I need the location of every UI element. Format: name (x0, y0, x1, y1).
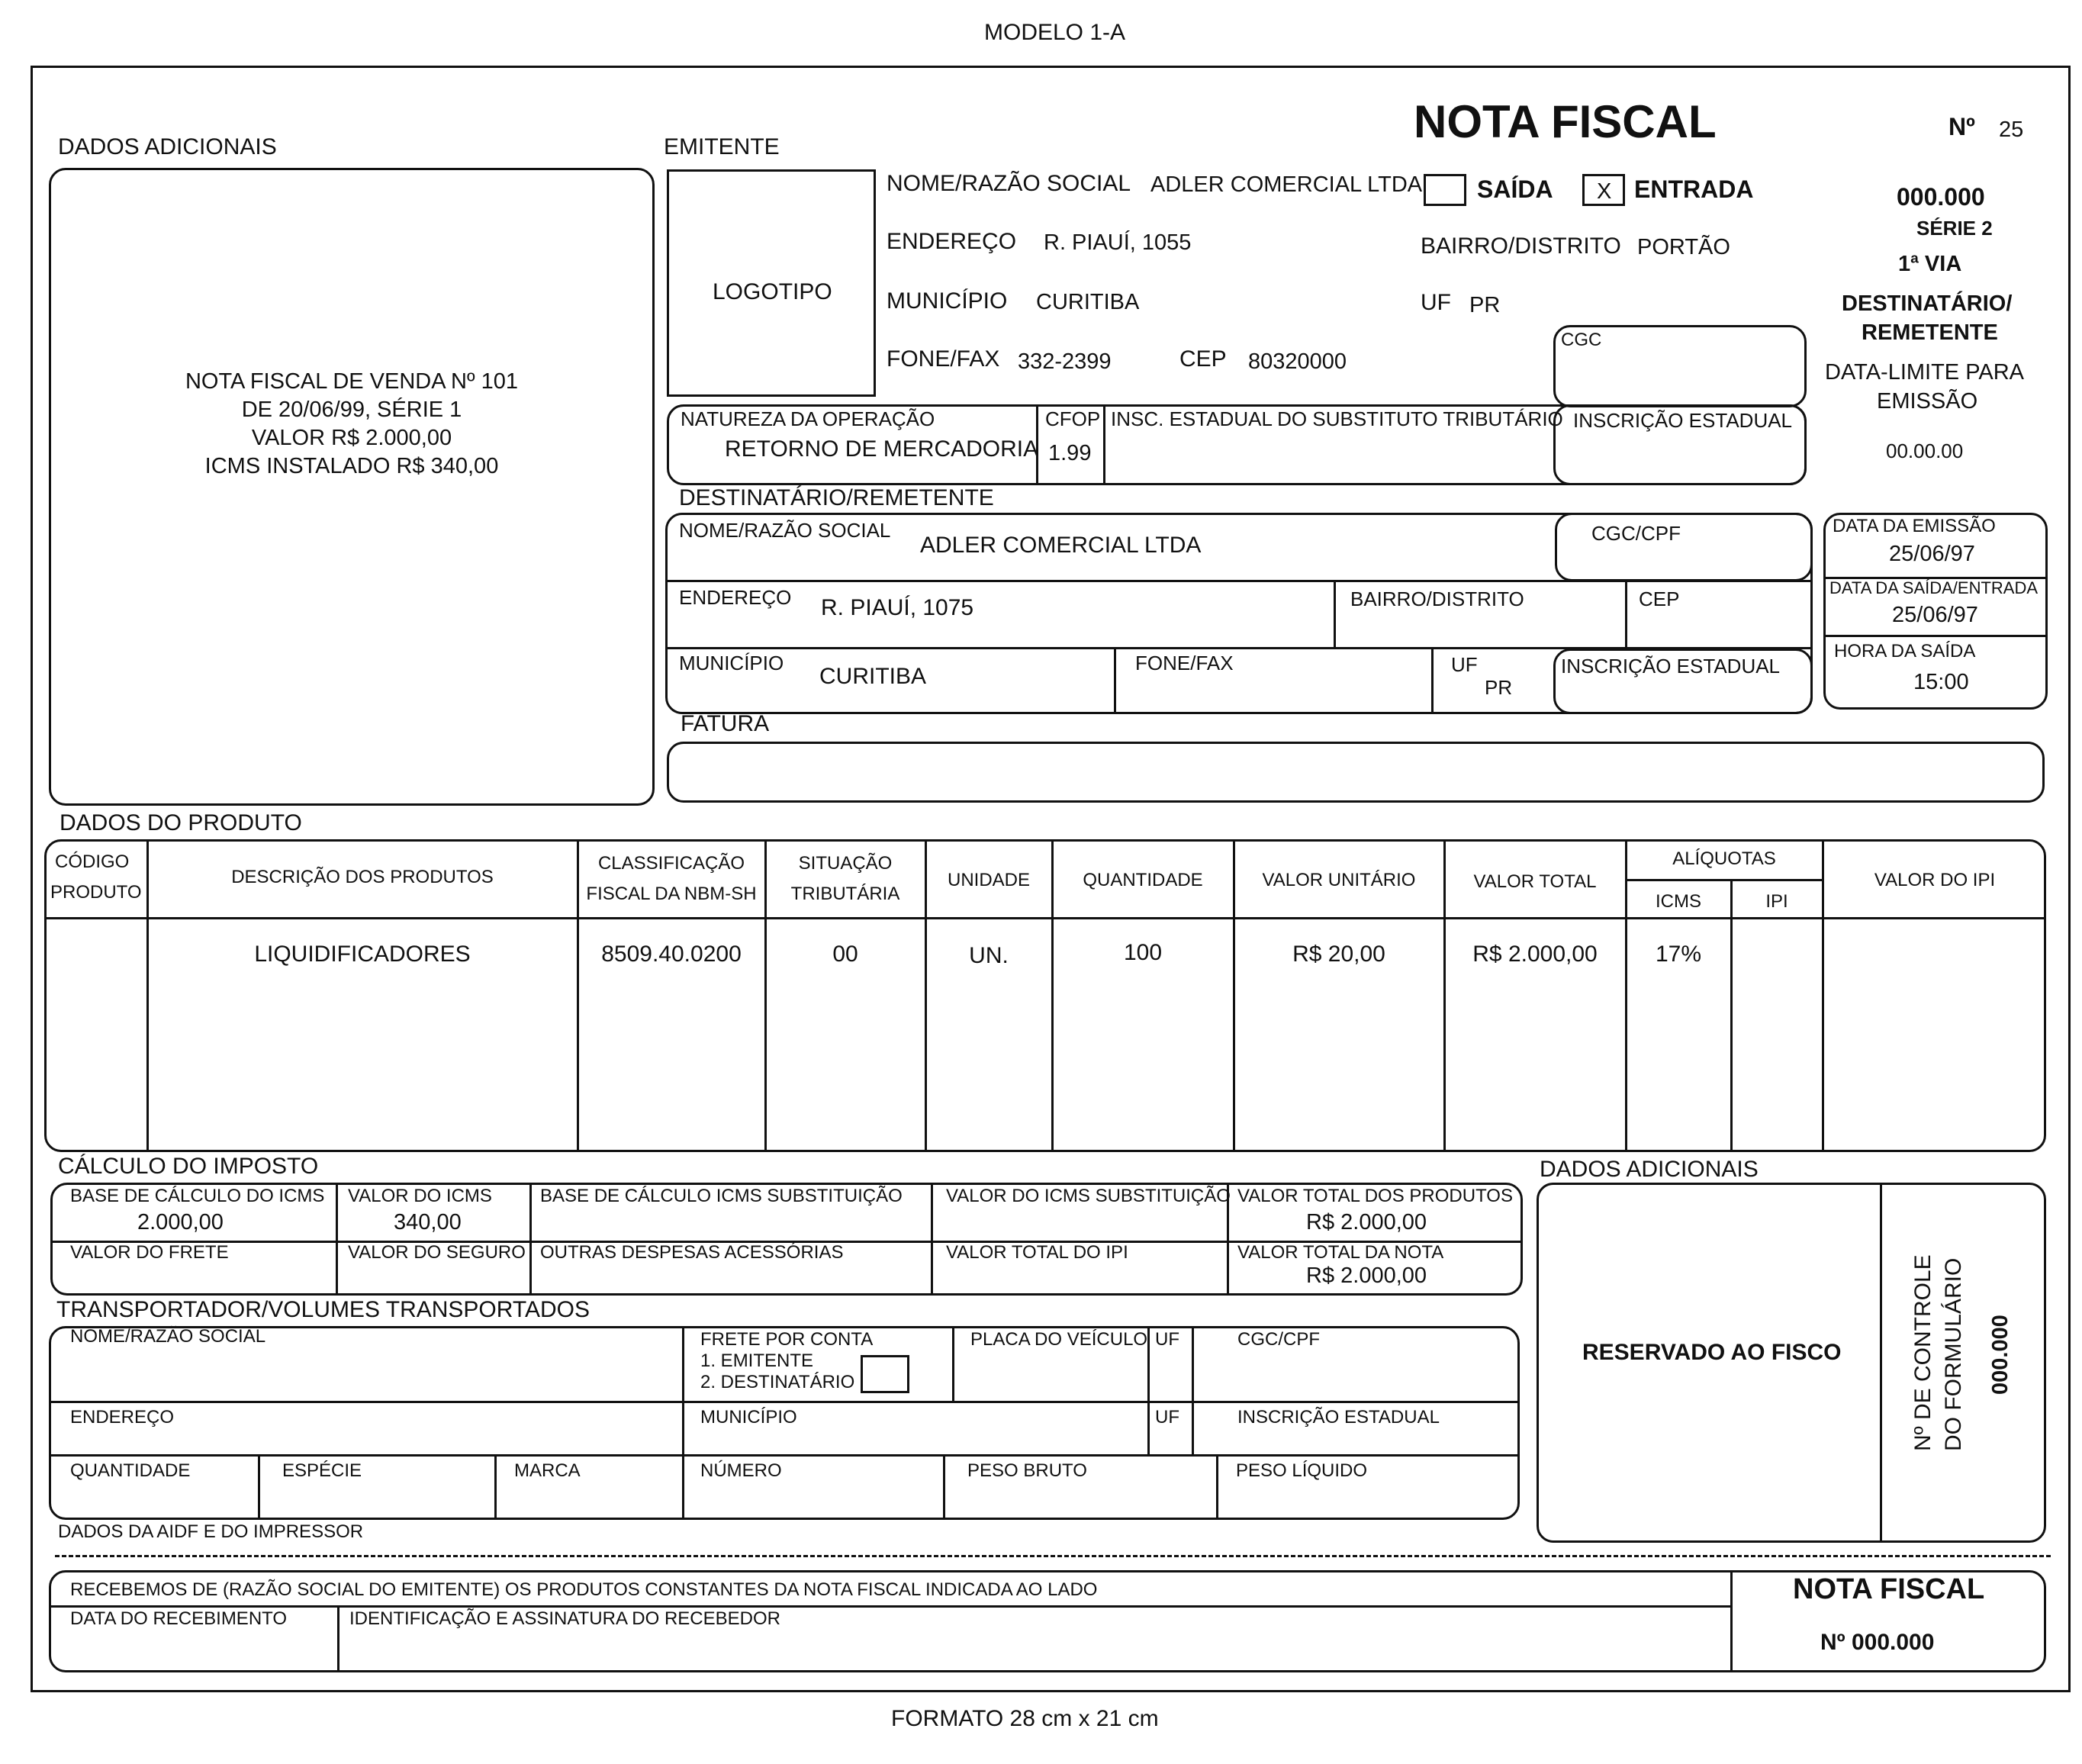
cut-line (55, 1555, 2051, 1557)
transp-uf2-label: UF (1155, 1407, 1179, 1428)
divider (1625, 879, 1822, 881)
identificacao-label: IDENTIFICAÇÃO E ASSINATURA DO RECEBEDOR (349, 1608, 780, 1629)
dest-bairro-label: BAIRRO/DISTRITO (1350, 587, 1524, 610)
via-label: 1ª VIA (1898, 252, 1962, 276)
emitente-uf-label: UF (1421, 290, 1451, 315)
insc-estadual-label: INSCRIÇÃO ESTADUAL (1573, 409, 1793, 432)
divider (1880, 1183, 1882, 1543)
divider (952, 1326, 954, 1401)
dest-uf-label: UF (1451, 653, 1478, 676)
divider (49, 1454, 1520, 1457)
cfop-label: CFOP (1045, 407, 1101, 430)
numero-form: 000.000 (1897, 183, 1985, 211)
dest-insc-label: INSCRIÇÃO ESTADUAL (1561, 655, 1781, 678)
formato-label: FORMATO 28 cm x 21 cm (891, 1706, 1159, 1731)
divider (336, 1183, 338, 1296)
row-quantidade: 100 (1123, 940, 1163, 965)
data-emissao-value: 25/06/97 (1889, 542, 1975, 566)
modelo-label: MODELO 1-A (984, 20, 1126, 45)
dest-cep-label: CEP (1639, 587, 1680, 610)
divider (1147, 1326, 1150, 1454)
seguro-label: VALOR DO SEGURO (348, 1242, 526, 1263)
transp-numero-label: NÚMERO (700, 1460, 782, 1481)
nota-text-line: ICMS INSTALADO R$ 340,00 (204, 454, 499, 478)
emitente-endereco-value: R. PIAUÍ, 1055 (1044, 230, 1192, 255)
dados-adicionais-box (49, 168, 655, 806)
divider (1625, 839, 1627, 1152)
placa-label: PLACA DO VEÍCULO (970, 1329, 1148, 1350)
emitente-fone-value: 332-2399 (1018, 349, 1112, 374)
data-emissao-label: DATA DA EMISSÃO (1833, 516, 1996, 536)
col-valor-unitario: VALOR UNITÁRIO (1262, 870, 1416, 890)
data-saida-value: 25/06/97 (1892, 603, 1978, 627)
dest-endereco-value: R. PIAUÍ, 1075 (821, 595, 974, 620)
divider (1216, 1454, 1218, 1520)
dados-adicionais-label: DADOS ADICIONAIS (58, 134, 277, 159)
saida-checkbox[interactable] (1424, 174, 1466, 206)
logotipo-label: LOGOTIPO (713, 279, 832, 304)
row-unidade: UN. (969, 943, 1009, 968)
quantidade-label: QUANTIDADE (70, 1460, 191, 1481)
divider (529, 1183, 532, 1296)
emitente-fone-label: FONE/FAX (887, 346, 1000, 372)
peso-bruto-label: PESO BRUTO (967, 1460, 1087, 1481)
emitente-bairro-label: BAIRRO/DISTRITO (1421, 233, 1621, 259)
divider (1334, 580, 1336, 647)
dest-uf-value: PR (1485, 676, 1513, 699)
total-nota-value: R$ 2.000,00 (1306, 1263, 1427, 1288)
nota-fiscal-title: NOTA FISCAL (1414, 96, 1717, 147)
row-situacao: 00 (832, 942, 858, 967)
transportador-section-label: TRANSPORTADOR/VOLUMES TRANSPORTADOS (56, 1297, 590, 1322)
col-descricao: DESCRIÇÃO DOS PRODUTOS (231, 867, 494, 887)
divider (44, 917, 2046, 919)
dest-rem-1: DESTINATÁRIO/ (1842, 291, 2013, 316)
produto-section-label: DADOS DO PRODUTO (60, 810, 302, 835)
fatura-label: FATURA (681, 711, 770, 736)
canhoto-nf-numero: Nº 000.000 (1820, 1630, 1935, 1655)
canhoto-nf-title: NOTA FISCAL (1793, 1573, 1985, 1605)
outras-despesas-label: OUTRAS DESPESAS ACESSÓRIAS (540, 1242, 844, 1263)
transp-uf-label: UF (1155, 1329, 1179, 1350)
transp-endereco-label: ENDEREÇO (70, 1407, 175, 1428)
especie-label: ESPÉCIE (282, 1460, 362, 1481)
frete-opcao-2: 2. DESTINATÁRIO (700, 1372, 855, 1392)
entrada-label: ENTRADA (1634, 175, 1754, 203)
col-unidade: UNIDADE (947, 870, 1030, 890)
base-subst-label: BASE DE CÁLCULO ICMS SUBSTITUIÇÃO (540, 1186, 903, 1206)
divider (49, 1605, 1732, 1608)
divider (49, 1401, 1520, 1403)
row-icms: 17% (1655, 942, 1702, 967)
hora-saida-value: 15:00 (1913, 670, 1969, 694)
divider (1730, 1570, 1733, 1672)
row-valor-unitario: R$ 20,00 (1292, 942, 1385, 967)
total-produtos-value: R$ 2.000,00 (1306, 1210, 1427, 1234)
numero-value: 25 (1999, 117, 2024, 142)
marca-label: MARCA (514, 1460, 581, 1481)
numero-label: Nº (1948, 113, 1975, 140)
peso-liquido-label: PESO LÍQUIDO (1236, 1460, 1368, 1481)
col-situacao-2: TRIBUTÁRIA (790, 884, 900, 904)
nota-text-line: NOTA FISCAL DE VENDA Nº 101 (185, 369, 519, 394)
controle-label-2: DO FORMULÁRIO (1941, 1257, 1966, 1451)
data-limite-1: DATA-LIMITE PARA (1825, 360, 2025, 385)
natureza-value: RETORNO DE MERCADORIA (725, 436, 1039, 462)
col-icms: ICMS (1656, 891, 1701, 912)
valor-icms-value: 340,00 (394, 1210, 462, 1234)
hora-saida-label: HORA DA SAÍDA (1834, 641, 1976, 662)
entrada-checkbox[interactable] (1582, 174, 1625, 206)
col-situacao-1: SITUAÇÃO (798, 853, 893, 874)
divider (1114, 647, 1116, 714)
col-aliquotas: ALÍQUOTAS (1672, 848, 1776, 869)
fatura-box (667, 742, 2045, 803)
dest-municipio-label: MUNICÍPIO (679, 652, 784, 674)
data-saida-label: DATA DA SAÍDA/ENTRADA (1829, 578, 2039, 597)
divider (337, 1605, 339, 1672)
emitente-uf-value: PR (1469, 293, 1501, 317)
col-codigo-2: PRODUTO (50, 882, 142, 903)
emitente-label: EMITENTE (664, 134, 780, 159)
frete-opcao-1: 1. EMITENTE (700, 1350, 814, 1371)
dest-rem-2: REMETENTE (1862, 320, 1998, 345)
cfop-value: 1.99 (1048, 441, 1092, 465)
row-descricao: LIQUIDIFICADORES (254, 942, 471, 967)
emitente-bairro-value: PORTÃO (1637, 235, 1730, 259)
imposto-section-label: CÁLCULO DO IMPOSTO (58, 1154, 319, 1179)
dest-cgc-label: CGC/CPF (1591, 522, 1681, 545)
emitente-municipio-value: CURITIBA (1036, 290, 1140, 314)
dest-municipio-value: CURITIBA (819, 664, 927, 689)
controle-value: 000.000 (1988, 1315, 2013, 1395)
emitente-nome-value: ADLER COMERCIAL LTDA (1150, 172, 1423, 197)
data-limite-value: 00.00.00 (1886, 439, 1964, 462)
transp-insc-label: INSCRIÇÃO ESTADUAL (1237, 1407, 1440, 1428)
emitente-cgc-label: CGC (1561, 330, 1602, 350)
transp-municipio-label: MUNICÍPIO (700, 1407, 797, 1428)
transp-nome-label: NOME/RAZÃO SOCIAL (70, 1326, 266, 1347)
frete-checkbox[interactable] (861, 1355, 909, 1393)
total-ipi-label: VALOR TOTAL DO IPI (946, 1242, 1128, 1263)
divider (931, 1183, 933, 1296)
col-quantidade: QUANTIDADE (1083, 870, 1203, 890)
col-ipi: IPI (1765, 891, 1788, 912)
controle-label-1: Nº DE CONTROLE (1910, 1254, 1936, 1451)
emitente-nome-label: NOME/RAZÃO SOCIAL (887, 171, 1131, 196)
nota-text-line: DE 20/06/99, SÉRIE 1 (241, 398, 462, 422)
transp-cgc-label: CGC/CPF (1237, 1329, 1320, 1350)
entrada-mark: X (1597, 179, 1612, 204)
dest-nome-label: NOME/RAZÃO SOCIAL (679, 519, 891, 542)
nota-text-block (49, 368, 655, 481)
nota-text-line: VALOR R$ 2.000,00 (251, 426, 452, 450)
divider (1625, 580, 1627, 647)
divider (943, 1454, 945, 1520)
dest-nome-value: ADLER COMERCIAL LTDA (920, 533, 1202, 558)
emitente-endereco-label: ENDEREÇO (887, 229, 1017, 254)
destinatario-label: DESTINATÁRIO/REMETENTE (679, 485, 994, 510)
aidf-label: DADOS DA AIDF E DO IMPRESSOR (58, 1521, 364, 1542)
divider (1192, 1326, 1194, 1454)
emitente-municipio-label: MUNICÍPIO (887, 288, 1008, 314)
emitente-cep-label: CEP (1179, 346, 1227, 372)
col-valor-ipi: VALOR DO IPI (1874, 870, 1996, 890)
divider (1730, 879, 1733, 1152)
insc-subst-label: INSC. ESTADUAL DO SUBSTITUTO TRIBUTÁRIO (1111, 407, 1563, 430)
divider (1431, 647, 1434, 714)
data-recebimento-label: DATA DO RECEBIMENTO (70, 1608, 288, 1629)
row-classif: 8509.40.0200 (601, 942, 742, 967)
total-produtos-label: VALOR TOTAL DOS PRODUTOS (1237, 1186, 1513, 1206)
frete-conta-label: FRETE POR CONTA (700, 1329, 874, 1350)
col-classif-2: FISCAL DA NBM-SH (586, 884, 757, 904)
emitente-cep-value: 80320000 (1248, 349, 1347, 374)
total-nota-label: VALOR TOTAL DA NOTA (1237, 1242, 1444, 1263)
recebemos-label: RECEBEMOS DE (RAZÃO SOCIAL DO EMITENTE) OS PRODUTOS CONSTANTES DA NOTA FISCAL INDICADA AO LADO (70, 1579, 1098, 1600)
data-limite-2: EMISSÃO (1877, 389, 1978, 414)
serie-label: SÉRIE 2 (1916, 217, 1993, 240)
base-icms-value: 2.000,00 (137, 1210, 224, 1234)
row-valor-total: R$ 2.000,00 (1472, 942, 1598, 967)
dados-adicionais-2-label: DADOS ADICIONAIS (1540, 1157, 1759, 1182)
divider (1823, 635, 2048, 637)
base-icms-label: BASE DE CÁLCULO DO ICMS (70, 1186, 325, 1206)
dest-endereco-label: ENDEREÇO (679, 586, 792, 609)
col-classif-1: CLASSIFICAÇÃO (597, 853, 745, 874)
frete-label: VALOR DO FRETE (70, 1242, 229, 1263)
saida-label: SAÍDA (1477, 175, 1553, 203)
divider (682, 1326, 684, 1520)
divider (1103, 404, 1105, 485)
divider (494, 1454, 497, 1520)
natureza-label: NATUREZA DA OPERAÇÃO (681, 407, 935, 430)
valor-icms-label: VALOR DO ICMS (348, 1186, 492, 1206)
col-valor-total: VALOR TOTAL (1473, 871, 1597, 892)
reservado-fisco-label: RESERVADO AO FISCO (1582, 1340, 1842, 1365)
col-codigo-1: CÓDIGO (55, 851, 130, 872)
divider (258, 1454, 260, 1520)
valor-subst-label: VALOR DO ICMS SUBSTITUIÇÃO (946, 1186, 1231, 1206)
dest-fone-label: FONE/FAX (1135, 652, 1234, 674)
